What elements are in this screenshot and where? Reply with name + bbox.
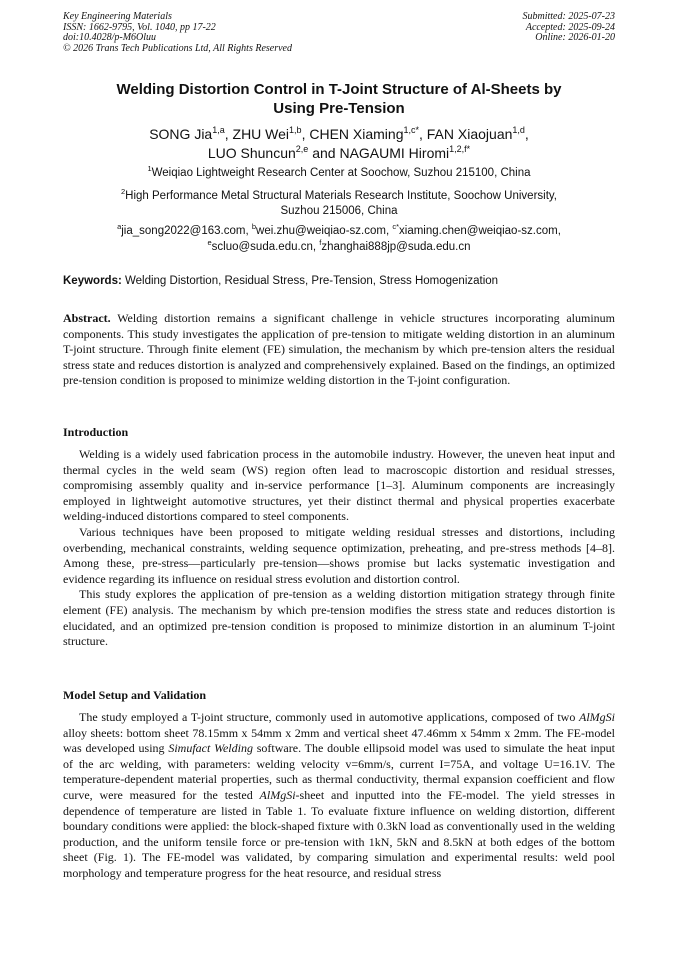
- paragraph: Welding is a widely used fabrication process in the automobile industry. However, the uneven heat input and thermal cycles in the weld seam (WS) region often lead to macroscopic distortion and residual stresses, compromising assembly quality and in-service performance [1–3]. Aluminum components are increasingly employed in lightweight automotive structures, yet their distinct thermal and physical properties exacerbate welding-induced distortions compared to steel components.: [63, 447, 615, 524]
- section-heading-introduction: Introduction: [63, 425, 129, 439]
- model-setup-body: [63, 710, 615, 882]
- author-name: LUO Shuncun: [207, 145, 296, 161]
- author-affiliation-sup: 1,d: [512, 125, 525, 135]
- author-list: [63, 125, 615, 163]
- author-line-1: SONG Jia$^{1,a}$, ZHU Wei$^{1,b}$, CHEN Xiaming$^{1,c*}$, FAN Xiaojuan$^{1,d}$,: [149, 125, 529, 142]
- email-link[interactable]: xiaming.chen@weiqiao-sz.com,: [399, 225, 561, 237]
- journal-issn: ISSN: 1662-9795, Vol. 1040, pp 17-22: [63, 21, 216, 33]
- journal-copyright: © 2026 Trans Tech Publications Ltd, All Rights Reserved: [63, 42, 292, 54]
- email-link[interactable]: zhanghai888jp@suda.edu.cn: [321, 240, 471, 253]
- paragraph: This study explores the application of pre-tension as a welding distortion mitigation strategy through finite element (FE) analysis. The mechanism by which pre-tension modifies the stress state and reduces distortion is elucidated, and an optimized pre-tension condition is proposed to minimize distortion in an aluminum T-joint structure.: [63, 587, 615, 649]
- author-affiliation-sup: 1,2,f*: [449, 144, 471, 154]
- abstract-text: Welding distortion remains a significant challenge in vehicle structures incorporating aluminum components. This study investigates the application of pre-tension to mitigate welding distortion in an aluminum T-joint structure. Through finite element (FE) simulation, the mechanism by which pre-tension alters the residual stress state and reduces distortion is analyzed and comprehensively explained. Based on the findings, an optimized pre-tension condition is proposed to minimize welding distortion in the T-joint configuration.: [63, 311, 615, 388]
- title-line-2: Using Pre-Tension: [273, 100, 405, 117]
- journal-name: Key Engineering Materials: [63, 11, 172, 22]
- email-link[interactable]: scluo@suda.edu.cn,: [211, 240, 317, 253]
- keywords: [63, 274, 615, 289]
- author-affiliation-sup: 1,a: [212, 125, 225, 135]
- author-affiliation-sup: 1,b: [289, 125, 302, 135]
- accepted-date: Accepted: 2025-09-24: [525, 21, 615, 33]
- affiliation-2: $^2$High Performance Metal Structural Materials Research Institute, Soochow University, Suzhou 215006, China: [120, 187, 558, 217]
- abstract-label: Abstract.: [63, 311, 111, 325]
- author-name: NAGAUMI Hiromi: [339, 145, 450, 161]
- submitted-date: Submitted: 2025-07-23: [522, 11, 615, 22]
- paragraph: Various techniques have been proposed to mitigate welding residual stresses and distortions, including overbending, mechanical constraints, welding sequence optimization, preheating, and pre-stress methods [4–8]. Among these, pre-stress—particularly pre-tension—shows promise but lacks systematic investigation and evidence regarding its influence on residual stress evolution and distortion control.: [63, 524, 615, 586]
- paragraph: The study employed a T-joint structure, commonly used in automotive applications, composed of two AlMgSi alloy sheets: bottom sheet 78.15mm x 54mm x 2mm and vertical sheet 47.46mm x 54mm x 2mm. The FE-model was developed using Simufact Welding software. The double ellipsoid model was used to simulate the heat input of the arc welding, with parameters: welding velocity v=6mm/s, current I=75A, and voltage U=16.1V. The temperature-dependent material properties, such as thermal conductivity, thermal expansion coefficient and flow curve, were measured for the tested AlMgSi-sheet and inputted into the FE-model. The yield stresses in dependence of temperature are listed in Table 1. To evaluate fixture influence on welding distortion, different boundary conditions were applied: the block-shaped fixture with 0.3kN load as conventionally used in the welding production, and the uniform tensile force or pre-tension with 1kN, 5kN and 8.5kN at both edges of the bottom sheet (Fig. 1). The FE-model was validated, by comparing simulation and experimental results: weld pool morphology and temperature progress for the heat resource, and residual stress: [63, 710, 615, 880]
- author-affiliation-sup: 2,e: [295, 144, 309, 154]
- abstract: [63, 311, 615, 389]
- author-name: SONG Jia: [149, 126, 213, 142]
- author-name: CHEN Xiaming: [309, 126, 404, 142]
- author-name: FAN Xiaojuan: [426, 126, 513, 142]
- email-link[interactable]: wei.zhu@weiqiao-sz.com,: [256, 225, 390, 237]
- section-heading-model-setup: Model Setup and Validation: [63, 688, 207, 702]
- keywords-text: Welding Distortion, Residual Stress, Pre-Tension, Stress Homogenization: [121, 275, 499, 287]
- author-line-2: LUO Shuncun$^{2,e}$ and NAGAUMI Hiromi$^{1,2,f*}$: [207, 144, 471, 161]
- author-name: ZHU Wei: [232, 126, 290, 142]
- keywords-label: Keywords:: [63, 275, 122, 287]
- alloy-name: AlMgSi: [579, 710, 615, 724]
- journal-doi[interactable]: doi:10.4028/p-M6Oluu: [63, 32, 157, 43]
- affiliation-1: $^1$Weiqiao Lightweight Research Center at Soochow, Suzhou 215100, China: [147, 164, 531, 179]
- software-name: Simufact Welding: [168, 741, 253, 756]
- author-emails: $^a$jia_song2022@163.com, $^b$wei.zhu@weiqiao-sz.com, $^{c*}$xiaming.chen@weiqiao-sz.com, $^e$scluo@suda.edu.cn, $^f$zhanghai888jp@suda.edu.cn: [117, 222, 561, 253]
- author-affiliation-sup: 1,c*: [403, 125, 419, 135]
- title-line-1: Welding Distortion Control in T-Joint Structure of Al-Sheets by: [116, 81, 562, 98]
- email-link[interactable]: jia_song2022@163.com,: [121, 225, 249, 237]
- introduction-body: [63, 447, 615, 650]
- publication-dates: [523, 12, 616, 44]
- online-date: Online: 2026-01-20: [535, 32, 615, 43]
- alloy-name: AlMgSi: [259, 787, 296, 802]
- paper-title: [63, 80, 615, 118]
- journal-info: [63, 12, 292, 54]
